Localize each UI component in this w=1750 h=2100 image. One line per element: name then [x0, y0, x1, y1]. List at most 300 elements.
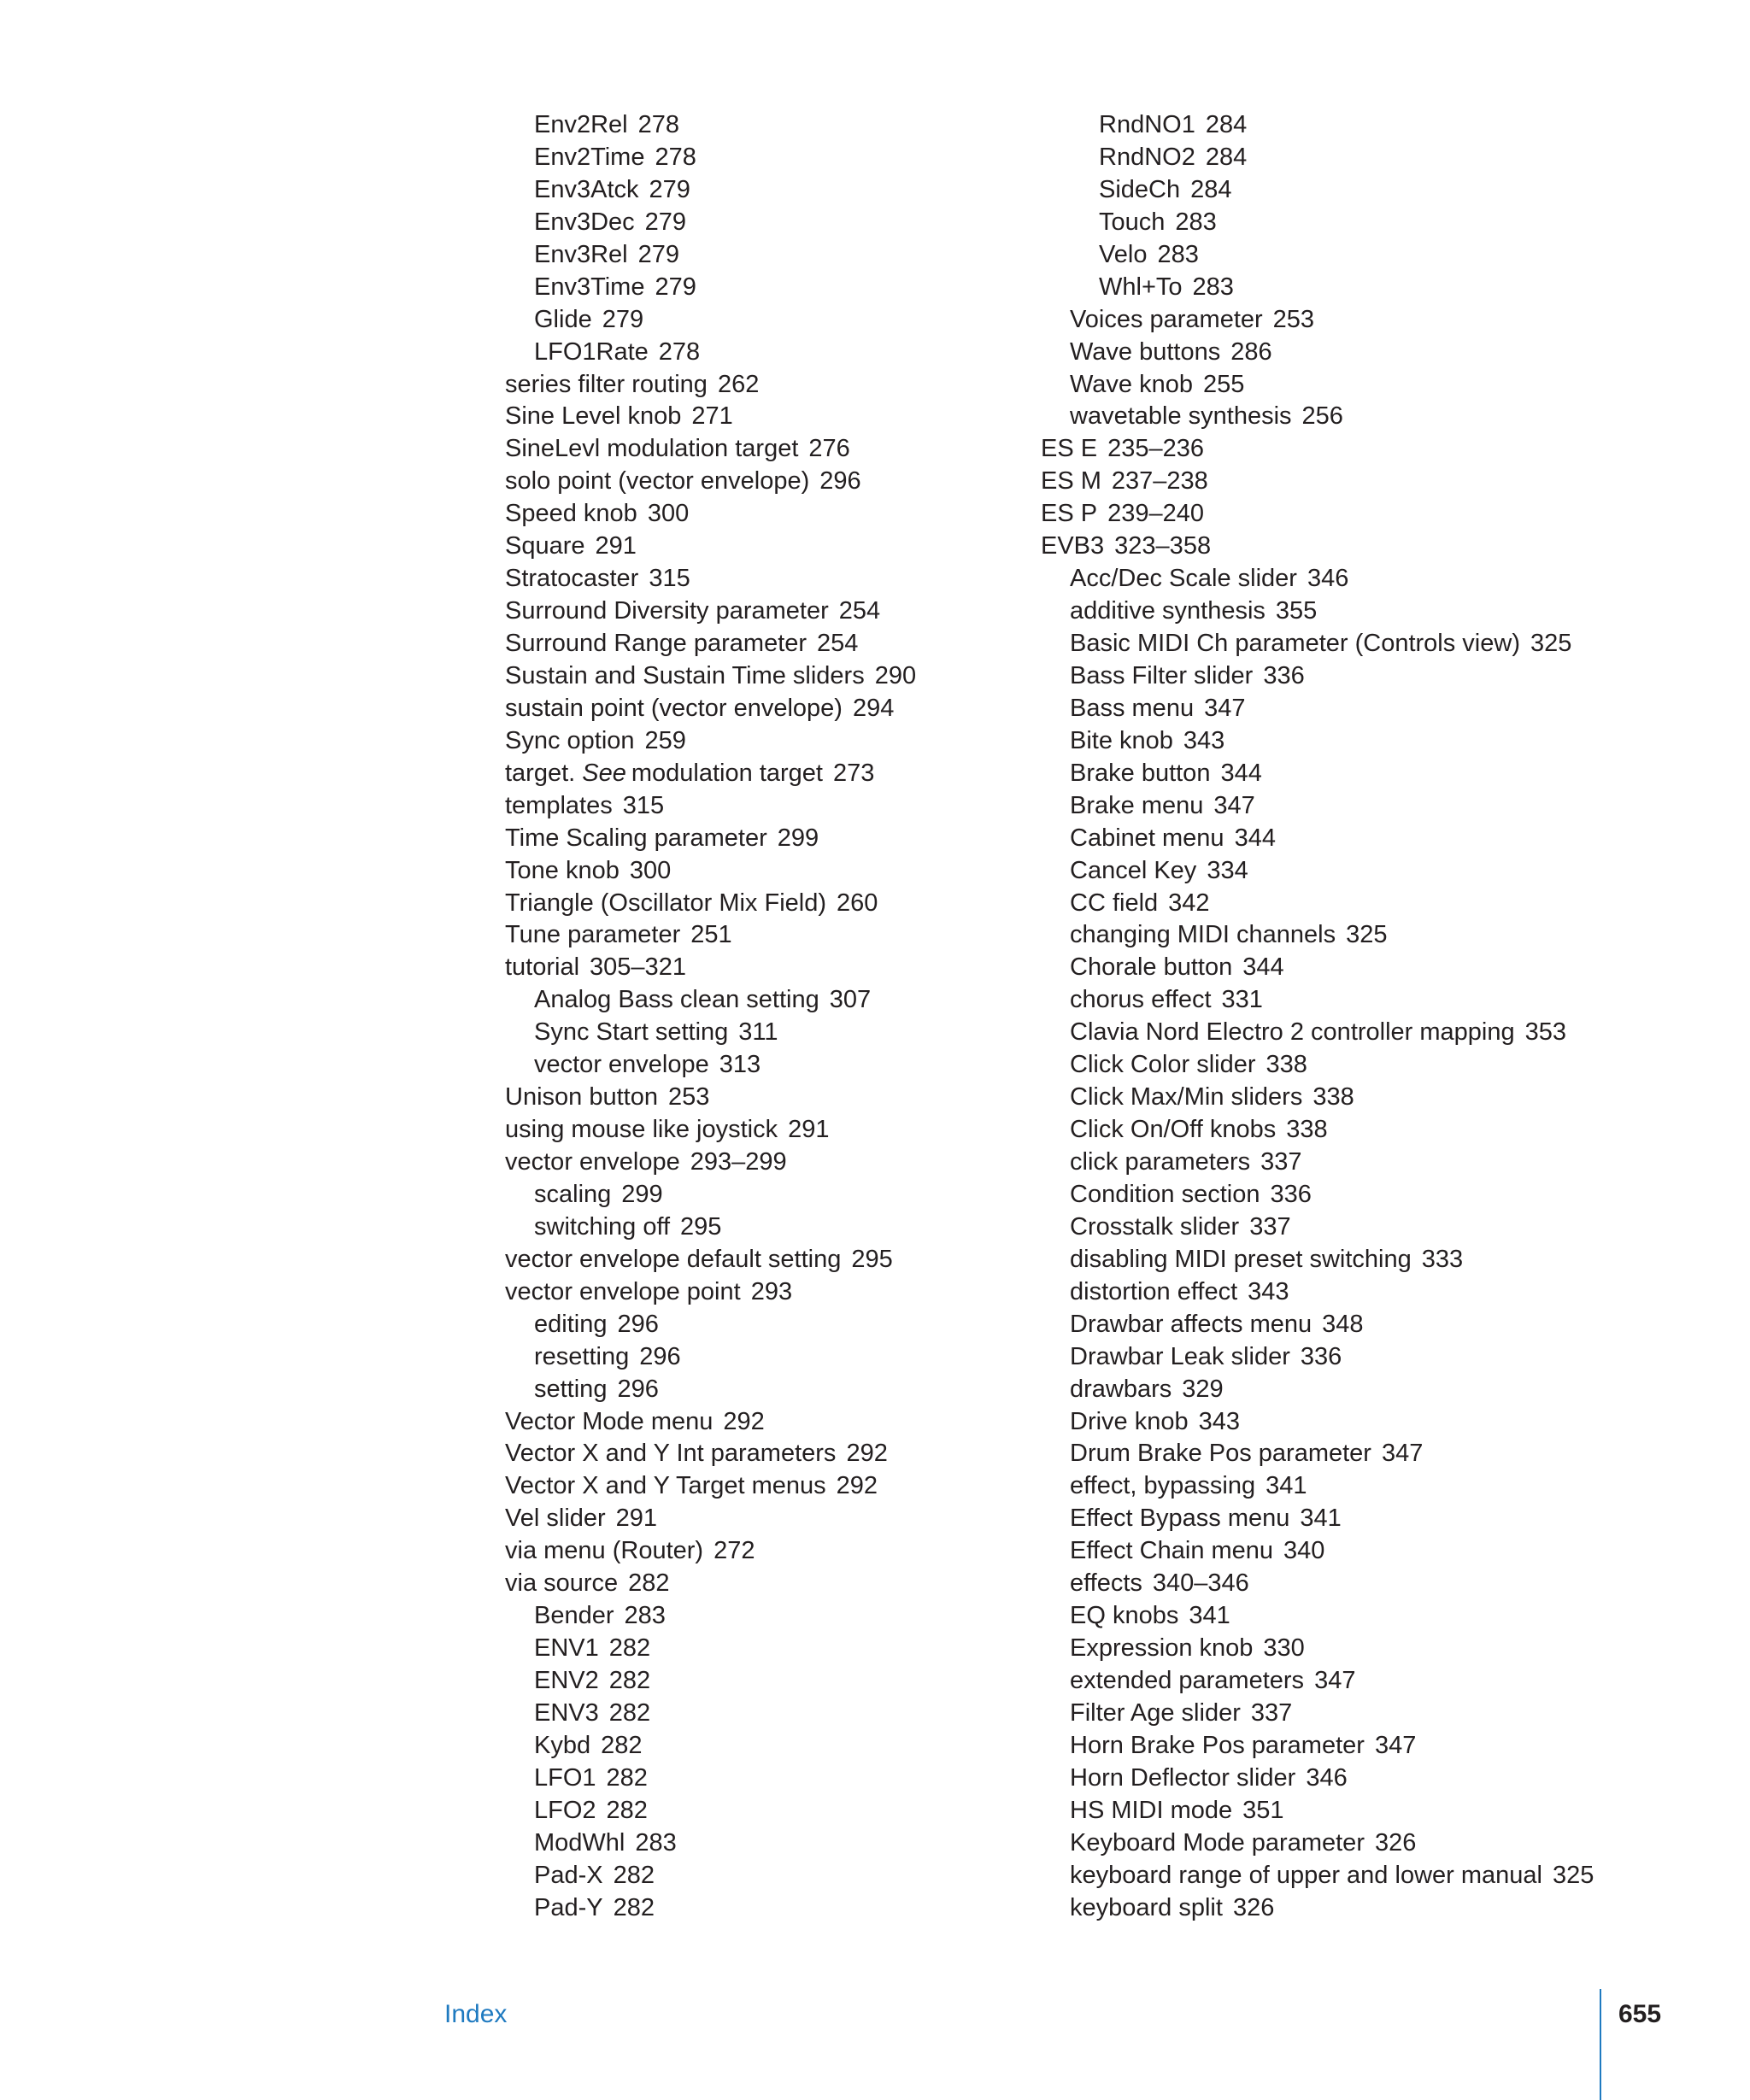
index-term: Bite knob — [1070, 726, 1173, 754]
index-entry — [476, 1860, 1023, 1892]
see-reference-target: modulation target — [631, 759, 823, 787]
index-entry — [476, 1600, 1023, 1633]
index-term: Time Scaling parameter — [505, 824, 767, 852]
page-reference: 347 — [1314, 1667, 1356, 1694]
index-term: Acc/Dec Scale slider — [1070, 565, 1297, 593]
index-entry — [1041, 1827, 1622, 1860]
page-reference: 341 — [1189, 1602, 1230, 1630]
footer-page-number: 655 — [1618, 2000, 1662, 2028]
index-term: wavetable synthesis — [1070, 402, 1292, 431]
page-reference: 338 — [1312, 1083, 1354, 1112]
index-term: Square — [505, 532, 585, 560]
index-entry — [1041, 790, 1622, 823]
index-term: RndNO2 — [1099, 143, 1195, 171]
index-term: Click Max/Min sliders — [1070, 1083, 1303, 1112]
page-reference: 336 — [1300, 1342, 1342, 1370]
index-entry — [1041, 401, 1622, 433]
index-entry — [1041, 142, 1622, 174]
index-column-right — [1041, 109, 1622, 1925]
index-term: Horn Deflector slider — [1070, 1763, 1296, 1792]
page-reference: 278 — [655, 143, 696, 171]
index-entry — [1041, 1406, 1622, 1439]
page-reference: 337 — [1250, 1698, 1293, 1727]
index-entry — [476, 498, 1023, 531]
index-entry — [1041, 1535, 1622, 1568]
page-reference: 351 — [1242, 1796, 1284, 1824]
index-entry — [476, 1763, 1023, 1795]
page-reference: 282 — [608, 1698, 651, 1727]
index-term: Env3Rel — [534, 240, 628, 268]
page-reference: 253 — [1272, 305, 1315, 333]
index-entry — [476, 531, 1023, 563]
index-term: Surround Diversity parameter — [505, 597, 829, 625]
index-entry — [1041, 498, 1622, 531]
index-entry — [1041, 984, 1622, 1017]
index-term: Vector Mode menu — [505, 1407, 714, 1435]
index-term: Velo — [1099, 240, 1148, 268]
index-term: Stratocaster — [505, 565, 639, 593]
page-reference: 343 — [1198, 1407, 1241, 1435]
index-term: switching off — [534, 1212, 671, 1241]
index-entry — [476, 109, 1023, 142]
index-entry — [1041, 369, 1622, 402]
page-reference: 330 — [1263, 1634, 1305, 1663]
index-entry — [1041, 466, 1622, 498]
index-entry — [1041, 595, 1622, 628]
index-entry — [476, 1665, 1023, 1698]
index-entry — [1041, 1374, 1622, 1406]
page-reference: 326 — [1232, 1893, 1275, 1921]
index-entry — [476, 1892, 1023, 1925]
index-entry — [1041, 272, 1622, 304]
page-reference: 326 — [1374, 1828, 1417, 1857]
index-entry — [476, 1795, 1023, 1827]
index-entry — [1041, 823, 1622, 855]
index-entry — [476, 401, 1023, 433]
index-entry — [1041, 433, 1622, 466]
index-term: Sustain and Sustain Time sliders — [505, 661, 865, 689]
page-reference: 299 — [621, 1180, 663, 1208]
page-reference: 337 — [1249, 1212, 1291, 1241]
index-term: Pad-Y — [534, 1893, 603, 1921]
index-term: Vel slider — [505, 1505, 606, 1533]
index-term: chorus effect — [1070, 986, 1212, 1014]
page-reference: 338 — [1266, 1051, 1307, 1079]
index-term: sustain point (vector envelope) — [505, 694, 843, 722]
page-reference: 282 — [613, 1861, 655, 1889]
page-reference: 279 — [649, 175, 690, 203]
index-entry — [476, 660, 1023, 693]
index-entry — [1041, 1309, 1622, 1341]
index-entry — [1041, 1147, 1622, 1179]
index-entry — [1041, 1860, 1622, 1892]
index-entry — [476, 1179, 1023, 1211]
index-entry — [1041, 1179, 1622, 1211]
index-term: Touch — [1099, 208, 1166, 236]
index-term: resetting — [534, 1342, 630, 1370]
page-reference: 346 — [1306, 1763, 1348, 1792]
index-entry — [1041, 1892, 1622, 1925]
index-entry — [1041, 1600, 1622, 1633]
page-reference: 343 — [1183, 726, 1225, 754]
index-term: tutorial — [505, 953, 580, 982]
index-entry — [1041, 628, 1622, 660]
page-reference: 276 — [808, 435, 850, 463]
index-term: Whl+To — [1099, 273, 1183, 301]
index-entry — [1041, 174, 1622, 207]
index-entry — [1041, 1438, 1622, 1470]
index-term: ENV1 — [534, 1634, 599, 1663]
index-entry — [1041, 1211, 1622, 1244]
page-reference: 283 — [635, 1828, 677, 1857]
index-term: disabling MIDI preset switching — [1070, 1245, 1412, 1273]
page-reference: 340 — [1283, 1537, 1325, 1565]
index-term: Tune parameter — [505, 921, 681, 949]
index-entry — [476, 693, 1023, 725]
index-term: ENV2 — [534, 1667, 599, 1694]
page-reference: 284 — [1205, 143, 1248, 171]
page-reference: 347 — [1213, 791, 1255, 819]
index-term: Env3Time — [534, 273, 645, 301]
index-entry — [476, 725, 1023, 758]
index-entry — [1041, 531, 1622, 563]
index-term: vector envelope — [534, 1051, 709, 1079]
page-reference: 272 — [714, 1537, 755, 1565]
index-term: Condition section — [1070, 1180, 1260, 1208]
index-term: Chorale button — [1070, 953, 1233, 982]
index-term: Env3Atck — [534, 175, 639, 203]
page-reference: 292 — [846, 1440, 888, 1468]
index-term: using mouse like joystick — [505, 1116, 778, 1144]
index-term: templates — [505, 791, 613, 819]
page-reference: 325 — [1346, 921, 1388, 949]
index-term: Env2Time — [534, 143, 645, 171]
index-term: LFO1 — [534, 1763, 596, 1792]
index-entry — [476, 952, 1023, 984]
page-reference: 290 — [874, 661, 917, 689]
page-reference: 315 — [622, 791, 665, 819]
index-term: EVB3 — [1041, 532, 1105, 560]
page-reference: 278 — [658, 337, 701, 366]
index-entry — [476, 628, 1023, 660]
index-entry — [476, 1082, 1023, 1114]
index-entry — [476, 1341, 1023, 1374]
page-reference: 282 — [608, 1634, 651, 1663]
page-reference: 239–240 — [1107, 500, 1204, 528]
page-reference: 336 — [1270, 1180, 1312, 1208]
page-reference: 262 — [717, 370, 760, 398]
index-entry — [476, 239, 1023, 272]
index-entry — [1041, 304, 1622, 337]
page-reference: 323–358 — [1114, 532, 1212, 560]
page-reference: 279 — [602, 305, 644, 333]
page-reference: 343 — [1248, 1277, 1289, 1305]
index-term: LFO2 — [534, 1796, 596, 1824]
page-reference: 347 — [1381, 1440, 1424, 1468]
page-reference: 300 — [629, 856, 672, 884]
page-reference: 347 — [1204, 694, 1246, 722]
index-entry — [1041, 207, 1622, 239]
index-term: target. — [505, 759, 576, 787]
page-reference: 251 — [690, 921, 732, 949]
page-reference: 329 — [1182, 1375, 1224, 1403]
page-reference: 300 — [647, 500, 690, 528]
index-entry — [1041, 1763, 1622, 1795]
page-reference: 286 — [1230, 337, 1272, 366]
index-term: Wave buttons — [1070, 337, 1221, 366]
index-entry — [1041, 1568, 1622, 1600]
index-term: setting — [534, 1375, 608, 1403]
index-term: EQ knobs — [1070, 1602, 1179, 1630]
index-term: Surround Range parameter — [505, 630, 807, 657]
page-reference: 292 — [723, 1407, 765, 1435]
index-term: Effect Bypass menu — [1070, 1505, 1290, 1533]
index-term: CC field — [1070, 889, 1159, 917]
index-entry — [1041, 1341, 1622, 1374]
index-term: keyboard split — [1070, 1893, 1223, 1921]
index-term: Effect Chain menu — [1070, 1537, 1274, 1565]
index-entry — [1041, 1049, 1622, 1082]
index-term: Tone knob — [505, 856, 620, 884]
index-term: Wave knob — [1070, 370, 1193, 398]
index-term: vector envelope default setting — [505, 1245, 842, 1273]
index-term: Pad-X — [534, 1861, 603, 1889]
index-term: RndNO1 — [1099, 111, 1195, 138]
page-reference: 315 — [649, 565, 690, 593]
page-reference: 340–346 — [1152, 1569, 1249, 1598]
index-term: Env3Dec — [534, 208, 635, 236]
index-term: SideCh — [1099, 175, 1181, 203]
index-entry — [476, 1374, 1023, 1406]
page-reference: 296 — [819, 467, 861, 496]
index-term: via source — [505, 1569, 619, 1598]
index-entry — [476, 888, 1023, 920]
page-reference: 341 — [1266, 1472, 1307, 1500]
page-reference: 282 — [606, 1763, 648, 1792]
page-reference: 295 — [680, 1212, 722, 1241]
index-entry — [1041, 1082, 1622, 1114]
page-reference: 296 — [639, 1342, 681, 1370]
page-reference: 337 — [1260, 1148, 1302, 1176]
page-reference: 344 — [1242, 953, 1284, 982]
page-reference: 338 — [1286, 1116, 1328, 1144]
index-term: Click Color slider — [1070, 1051, 1256, 1079]
index-entry — [476, 563, 1023, 595]
index-term: Brake button — [1070, 759, 1211, 787]
index-entry — [476, 1503, 1023, 1535]
index-entry — [476, 1309, 1023, 1341]
page-reference: 355 — [1275, 597, 1318, 625]
index-term: Triangle (Oscillator Mix Field) — [505, 889, 826, 917]
index-entry — [476, 272, 1023, 304]
index-entry — [1041, 337, 1622, 369]
index-term: editing — [534, 1310, 608, 1338]
index-entry — [1041, 660, 1622, 693]
index-term: Vector X and Y Target menus — [505, 1472, 826, 1500]
page-reference: 284 — [1190, 175, 1232, 203]
index-term: vector envelope point — [505, 1277, 741, 1305]
index-entry — [476, 337, 1023, 369]
index-term: Crosstalk slider — [1070, 1212, 1240, 1241]
index-entry — [476, 790, 1023, 823]
index-term: changing MIDI channels — [1070, 921, 1336, 949]
index-entry — [1041, 1017, 1622, 1049]
page-reference: 278 — [637, 111, 680, 138]
page-reference: 291 — [615, 1505, 658, 1533]
page-reference: 259 — [644, 726, 686, 754]
index-column-left — [476, 109, 1023, 1925]
index-entry — [1041, 1730, 1622, 1763]
page-reference: 254 — [817, 630, 859, 657]
index-term: effect, bypassing — [1070, 1472, 1256, 1500]
index-term: Expression knob — [1070, 1634, 1254, 1663]
index-entry — [476, 142, 1023, 174]
index-entry — [476, 595, 1023, 628]
index-term: Cancel Key — [1070, 856, 1197, 884]
page-reference: 299 — [777, 824, 819, 852]
page-reference: 282 — [613, 1893, 655, 1921]
index-term: via menu (Router) — [505, 1537, 704, 1565]
page-reference: 273 — [832, 759, 875, 787]
page-reference: 333 — [1421, 1245, 1464, 1273]
page-reference: 336 — [1263, 661, 1305, 689]
index-entry — [476, 823, 1023, 855]
index-term: Basic MIDI Ch parameter (Controls view) — [1070, 630, 1520, 657]
index-term: drawbars — [1070, 1375, 1172, 1403]
page-reference: 260 — [837, 889, 878, 917]
page-reference: 294 — [852, 694, 895, 722]
index-entry — [1041, 888, 1622, 920]
index-term: Speed knob — [505, 500, 637, 528]
page-reference: 296 — [617, 1375, 659, 1403]
page-reference: 291 — [788, 1116, 830, 1144]
index-term: Sync option — [505, 726, 635, 754]
index-term: Kybd — [534, 1731, 591, 1759]
page-reference: 254 — [838, 597, 881, 625]
page-reference: 255 — [1203, 370, 1245, 398]
index-entry — [476, 1276, 1023, 1309]
index-term: Glide — [534, 305, 592, 333]
index-entry — [476, 1114, 1023, 1147]
index-term: Drawbar Leak slider — [1070, 1342, 1290, 1370]
index-term: ES P — [1041, 500, 1098, 528]
page-reference: 293–299 — [690, 1148, 787, 1176]
page-reference: 279 — [655, 273, 696, 301]
page-reference: 296 — [617, 1310, 659, 1338]
page-reference: 344 — [1234, 824, 1276, 852]
index-entry — [1041, 109, 1622, 142]
index-term: Drive knob — [1070, 1407, 1189, 1435]
index-term: solo point (vector envelope) — [505, 467, 810, 496]
index-entry — [1041, 1665, 1622, 1698]
index-entry — [1041, 855, 1622, 888]
index-entry — [1041, 952, 1622, 984]
index-entry — [1041, 758, 1622, 790]
index-term: series filter routing — [505, 370, 708, 398]
index-term: Voices parameter — [1070, 305, 1263, 333]
index-term: Env2Rel — [534, 111, 628, 138]
index-term: SineLevl modulation target — [505, 435, 799, 463]
index-term: Bass menu — [1070, 694, 1195, 722]
index-term: scaling — [534, 1180, 612, 1208]
index-entry — [476, 1535, 1023, 1568]
index-term: effects — [1070, 1569, 1142, 1598]
page-reference: 305–321 — [590, 953, 686, 982]
index-term: additive synthesis — [1070, 597, 1266, 625]
index-entry — [1041, 1114, 1622, 1147]
index-term: extended parameters — [1070, 1667, 1305, 1694]
page-reference: 291 — [595, 532, 637, 560]
index-entry — [476, 174, 1023, 207]
index-entry — [476, 1730, 1023, 1763]
page-reference: 283 — [624, 1602, 666, 1630]
page-reference: 353 — [1524, 1018, 1567, 1047]
index-entry — [1041, 1276, 1622, 1309]
page-reference: 307 — [829, 986, 872, 1014]
index-term: keyboard range of upper and lower manual — [1070, 1861, 1542, 1889]
index-term: Sine Level knob — [505, 402, 682, 431]
page-reference: 292 — [836, 1472, 878, 1500]
footer-divider — [1600, 1989, 1601, 2100]
index-term: HS MIDI mode — [1070, 1796, 1233, 1824]
page-reference: 271 — [691, 402, 733, 431]
index-entry — [476, 1406, 1023, 1439]
page-reference: 313 — [719, 1051, 761, 1079]
index-entry — [476, 1244, 1023, 1276]
index-entry — [1041, 1503, 1622, 1535]
index-term: Keyboard Mode parameter — [1070, 1828, 1365, 1857]
index-term: ES M — [1041, 467, 1101, 496]
index-entry — [1041, 693, 1622, 725]
index-entry — [476, 369, 1023, 402]
page-reference: 256 — [1301, 402, 1343, 431]
see-reference-label: See — [582, 759, 626, 787]
page-reference: 341 — [1300, 1505, 1342, 1533]
index-entry — [476, 758, 1023, 790]
index-entry — [1041, 1470, 1622, 1503]
index-term: Unison button — [505, 1083, 658, 1112]
index-term: Vector X and Y Int parameters — [505, 1440, 837, 1468]
index-entry — [476, 1017, 1023, 1049]
index-term: Horn Brake Pos parameter — [1070, 1731, 1365, 1759]
index-entry — [476, 1633, 1023, 1665]
page-reference: 282 — [608, 1667, 651, 1694]
index-entry — [1041, 1633, 1622, 1665]
index-entry — [476, 1827, 1023, 1860]
index-term: ModWhl — [534, 1828, 625, 1857]
index-entry — [1041, 1244, 1622, 1276]
index-entry — [476, 466, 1023, 498]
index-term: Cabinet menu — [1070, 824, 1224, 852]
page-reference: 325 — [1530, 630, 1572, 657]
page-reference: 311 — [738, 1018, 778, 1047]
page-reference: 346 — [1307, 565, 1349, 593]
index-term: Click On/Off knobs — [1070, 1116, 1277, 1144]
page-reference: 325 — [1552, 1861, 1594, 1889]
index-entry — [476, 1438, 1023, 1470]
index-term: Filter Age slider — [1070, 1698, 1241, 1727]
index-entry — [476, 919, 1023, 952]
index-term: Brake menu — [1070, 791, 1204, 819]
index-entry — [476, 207, 1023, 239]
page-reference: 283 — [1157, 240, 1199, 268]
index-term: Bender — [534, 1602, 614, 1630]
index-entry — [476, 855, 1023, 888]
index-term: ES E — [1041, 435, 1098, 463]
index-term: ENV3 — [534, 1698, 599, 1727]
index-entry — [476, 1211, 1023, 1244]
page-reference: 283 — [1175, 208, 1217, 236]
